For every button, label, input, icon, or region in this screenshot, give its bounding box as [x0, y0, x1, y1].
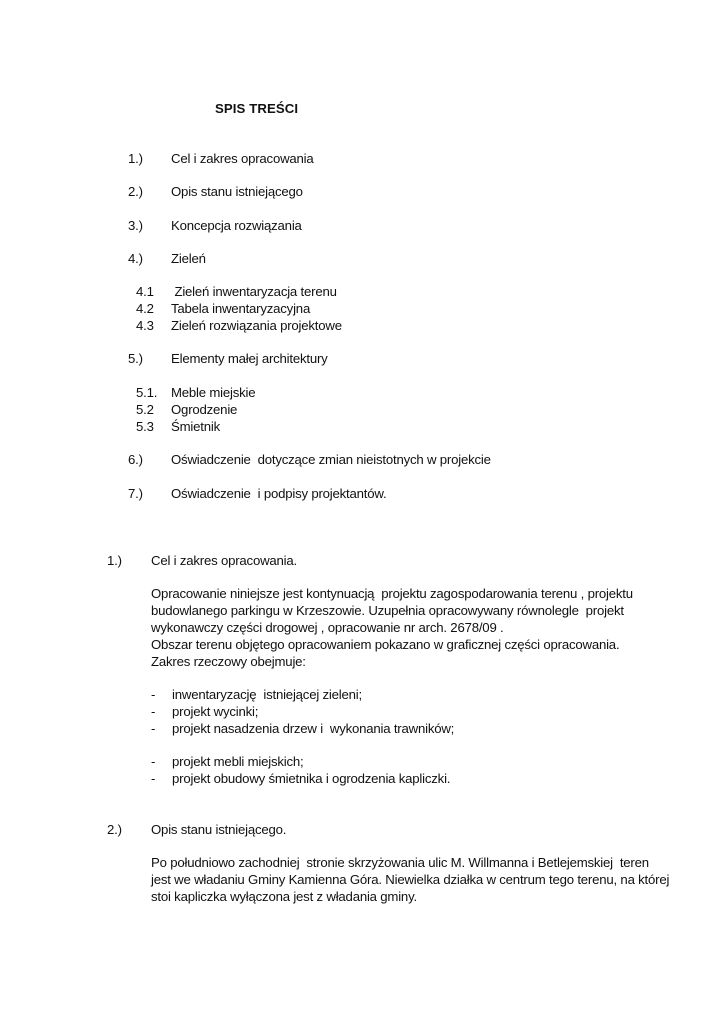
toc-item-number: 2.)	[128, 184, 143, 199]
bullet-text: projekt mebli miejskich;	[172, 754, 304, 769]
toc-subitem-number: 4.1	[136, 284, 154, 299]
paragraph-line: Obszar terenu objętego opracowaniem pokazano w graficznej części opracowania.	[151, 637, 620, 652]
paragraph-line: stoi kapliczka wyłączona jest z władania gminy.	[151, 889, 417, 904]
section-heading: Opis stanu istniejącego.	[151, 822, 287, 837]
toc-subitem-text: Śmietnik	[171, 419, 220, 434]
toc-subitem-text: Ogrodzenie	[171, 402, 238, 417]
paragraph-line: Po południowo zachodniej stronie skrzyżowania ulic M. Willmanna i Betlejemskiej teren	[151, 855, 649, 870]
toc-subitem-text: Meble miejskie	[171, 385, 256, 400]
toc-subitem-text: Zieleń inwentaryzacja terenu	[171, 284, 337, 299]
toc-subitem-number: 5.2	[136, 402, 154, 417]
toc-item-text: Oświadczenie i podpisy projektantów.	[171, 486, 387, 501]
toc-item-text: Oświadczenie dotyczące zmian nieistotnych w projekcie	[171, 452, 491, 467]
paragraph-line: budowlanego parkingu w Krzeszowie. Uzupełnia opracowywany równolegle projekt	[151, 603, 624, 618]
toc-item-number: 1.)	[128, 151, 143, 166]
bullet-dash: -	[151, 721, 156, 736]
toc-item-text: Elementy małej architektury	[171, 351, 328, 366]
toc-item-number: 6.)	[128, 452, 143, 467]
toc-item-number: 7.)	[128, 486, 143, 501]
paragraph-line: jest we władaniu Gminy Kamienna Góra. Niewielka działka w centrum tego terenu, na której	[151, 872, 670, 887]
toc-item-text: Koncepcja rozwiązania	[171, 218, 302, 233]
bullet-dash: -	[151, 687, 156, 702]
toc-item-text: Zieleń	[171, 251, 206, 266]
toc-subitem-number: 5.3	[136, 419, 154, 434]
toc-item-text: Opis stanu istniejącego	[171, 184, 303, 199]
toc-item-number: 5.)	[128, 351, 143, 366]
section-number: 2.)	[107, 822, 122, 837]
toc-item-text: Cel i zakres opracowania	[171, 151, 314, 166]
bullet-dash: -	[151, 704, 156, 719]
bullet-dash: -	[151, 771, 156, 786]
toc-item-number: 4.)	[128, 251, 143, 266]
toc-subitem-number: 5.1.	[136, 385, 158, 400]
bullet-text: projekt wycinki;	[172, 704, 259, 719]
bullet-text: projekt obudowy śmietnika i ogrodzenia kapliczki.	[172, 771, 451, 786]
toc-subitem-text: Zieleń rozwiązania projektowe	[171, 318, 342, 333]
bullet-text: projekt nasadzenia drzew i wykonania trawników;	[172, 721, 455, 736]
toc-item-number: 3.)	[128, 218, 143, 233]
section-number: 1.)	[107, 553, 122, 568]
paragraph-line: Zakres rzeczowy obejmuje:	[151, 654, 306, 669]
toc-subitem-number: 4.2	[136, 301, 154, 316]
toc-subitem-text: Tabela inwentaryzacyjna	[171, 301, 311, 316]
paragraph-line: wykonawczy części drogowej , opracowanie nr arch. 2678/09 .	[151, 620, 504, 635]
toc-subitem-number: 4.3	[136, 318, 154, 333]
page-title: SPIS TREŚCI	[215, 101, 299, 116]
bullet-text: inwentaryzację istniejącej zieleni;	[172, 687, 362, 702]
section-heading: Cel i zakres opracowania.	[151, 553, 297, 568]
paragraph-line: Opracowanie niniejsze jest kontynuacją projektu zagospodarowania terenu , projektu	[151, 586, 633, 601]
bullet-dash: -	[151, 754, 156, 769]
